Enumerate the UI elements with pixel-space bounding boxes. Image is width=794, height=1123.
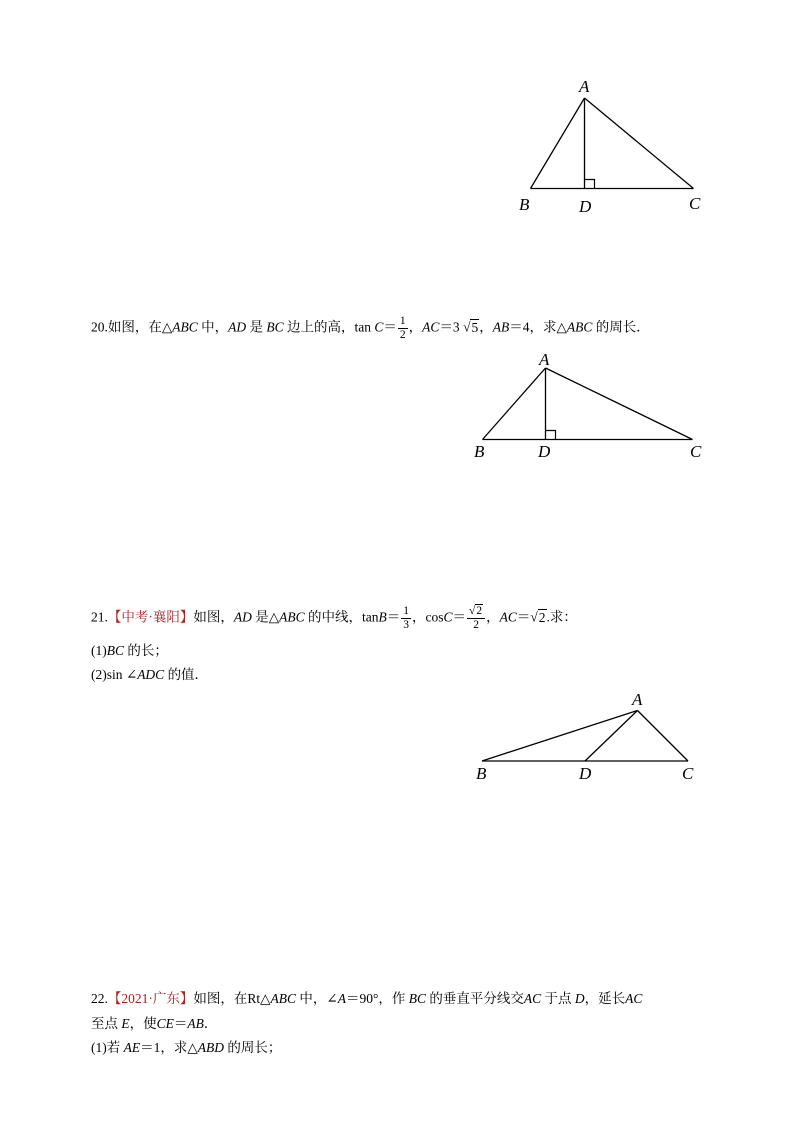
vertex-label-a: A: [579, 77, 590, 96]
vertex-label-c: C: [690, 442, 702, 461]
vertex-label-c: C: [689, 194, 701, 213]
side-ab: [483, 368, 546, 440]
side-ac: [585, 98, 694, 189]
right-angle-mark: [585, 180, 595, 189]
question-21-part-2: (2)sin ∠ADC 的值．: [91, 667, 209, 682]
median-ad: [585, 711, 638, 762]
triangle-figure-20: [470, 350, 720, 470]
right-angle-mark: [546, 431, 556, 440]
side-ab: [482, 711, 638, 762]
vertex-label-b: B: [474, 442, 485, 461]
question-21-part-1: (1)BC 的长；: [91, 643, 168, 658]
sqrt-5: √5: [463, 319, 479, 335]
fraction-root2-over-2: $\frac{√2}{2}$: [467, 605, 485, 632]
question-number: 20.: [91, 319, 108, 335]
question-20-text: 20.如图，在△ABC 中，AD 是 BC 边上的高，tan C＝ $\frac{1}{2}$ ，AC＝3 √5，AB＝4，求△ABC 的周长．: [91, 315, 650, 341]
question-22-part-1: (1)若 AE＝1，求△ABD 的周长；: [91, 1040, 282, 1055]
vertex-label-a: A: [632, 690, 643, 709]
question-number: 21.: [91, 609, 108, 625]
vertex-label-d: D: [579, 764, 592, 783]
triangle-figure-1: [500, 70, 740, 220]
vertex-label-b: B: [519, 195, 530, 214]
triangle-figure-21: [470, 688, 710, 788]
question-source: 【2021·广东】: [107, 991, 194, 1006]
vertex-label-b: B: [476, 764, 487, 783]
question-number: 22.: [91, 991, 108, 1006]
side-ab: [531, 98, 585, 189]
question-22-line-2: 至点 E，使CE＝AB．: [91, 1016, 218, 1031]
side-ac: [546, 368, 693, 440]
fraction-one-third: $\frac{1}{3}$: [403, 605, 410, 631]
question-22-line-1: 22.【2021·广东】如图，在Rt△ABC 中，∠A＝90°，作 BC 的垂直平分线交AC 于点 D，延长AC: [91, 991, 643, 1006]
question-21-text: 21.【中考·襄阳】如图，AD 是△ABC 的中线，tanB＝ $\frac{1}{3}$ ，cosC＝ $\frac{√2}{2}$ ，AC＝√2.求：: [91, 605, 577, 631]
vertex-label-c: C: [682, 764, 694, 783]
vertex-label-d: D: [579, 197, 592, 216]
vertex-label-a: A: [539, 350, 550, 369]
side-ac: [638, 711, 689, 762]
fraction-one-half: $\frac{1}{2}$: [399, 315, 406, 341]
sqrt-2: √2: [530, 609, 546, 625]
vertex-label-d: D: [538, 442, 551, 461]
question-source: 【中考·襄阳】: [107, 609, 194, 625]
